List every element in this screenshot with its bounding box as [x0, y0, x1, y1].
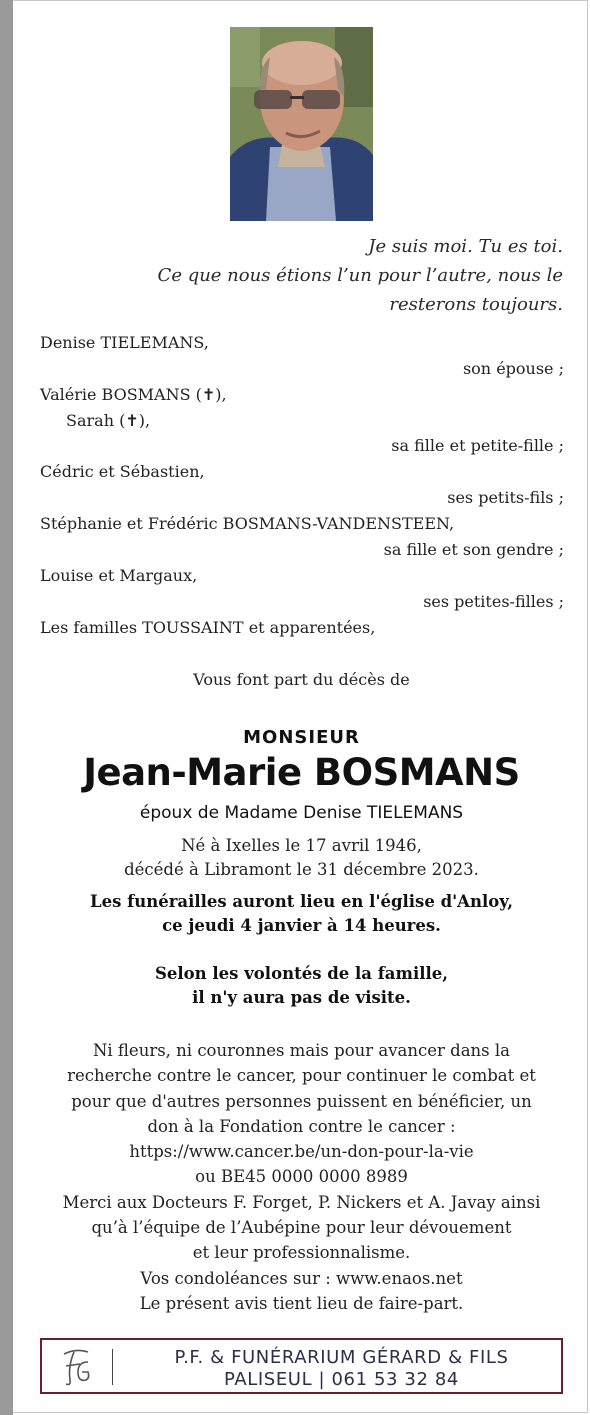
family-name: Les familles TOUSSAINT et apparentées, — [40, 618, 376, 637]
family-name: Louise et Margaux, — [40, 566, 198, 585]
family-relation: sa fille et son gendre ; — [383, 540, 564, 559]
thanks-line: qu’à l’équipe de l’Aubépine pour leur dévouement — [91, 1218, 512, 1238]
wishes-line-1: Selon les volontés de la famille, — [154, 964, 449, 983]
funeral-home-banner — [40, 1338, 563, 1394]
banner-divider — [112, 1349, 113, 1385]
portrait-photo — [230, 27, 373, 221]
funeral-info — [13, 890, 590, 938]
family-child-name: Sarah (✝), — [66, 411, 151, 430]
donation-link: https://www.cancer.be/un-don-pour-la-vie — [129, 1142, 474, 1162]
birth-line: Né à Ixelles le 17 avril 1946, — [181, 836, 422, 855]
donation-account: ou BE45 0000 0000 8989 — [195, 1167, 408, 1187]
family-name: Valérie BOSMANS (✝), — [40, 385, 227, 404]
donation-block — [13, 1038, 590, 1316]
wishes-line-2: il n'y aura pas de visite. — [192, 988, 411, 1007]
funeral-home-contact: PALISEUL | 061 53 32 84 — [224, 1369, 459, 1390]
quote-line-2: Ce que nous étions l’un pour l’autre, nous le — [157, 265, 563, 286]
left-margin-bar — [0, 0, 13, 1415]
thanks-line: et leur professionnalisme. — [192, 1243, 411, 1263]
funeral-line-2: ce jeudi 4 janvier à 14 heures. — [162, 916, 441, 935]
funeral-home-monogram-logo — [54, 1346, 98, 1388]
funeral-home-name: P.F. & FUNÉRARIUM GÉRARD & FILS — [174, 1347, 509, 1368]
donation-line: pour que d'autres personnes puissent en bénéficier, un — [71, 1091, 532, 1111]
family-wishes — [13, 962, 590, 1010]
donation-line: recherche contre le cancer, pour continuer le combat et — [67, 1066, 536, 1086]
donation-line: Ni fleurs, ni couronnes mais pour avancer dans la — [92, 1041, 511, 1060]
family-relation: ses petits-fils ; — [447, 488, 564, 507]
family-relation: ses petites-filles ; — [423, 592, 564, 611]
announcement-text: Vous font part du décès de — [193, 670, 410, 689]
death-line: décédé à Libramont le 31 décembre 2023. — [124, 860, 479, 879]
funeral-line-1: Les funérailles auront lieu en l'église d'Anloy, — [89, 892, 514, 911]
notice-line: Le présent avis tient lieu de faire-part. — [139, 1293, 464, 1313]
thanks-line: Merci aux Docteurs F. Forget, P. Nickers et A. Javay ainsi — [62, 1192, 541, 1212]
birth-death-info — [13, 834, 590, 882]
quote-line-3: resterons toujours. — [389, 294, 563, 315]
quote-block — [123, 232, 563, 319]
donation-line: don à la Fondation contre le cancer : — [147, 1116, 456, 1136]
family-name: Stéphanie et Frédéric BOSMANS-VANDENSTEEN, — [40, 514, 455, 533]
family-name: Denise TIELEMANS, — [40, 333, 209, 352]
family-relation: sa fille et petite-fille ; — [391, 436, 564, 455]
family-relation: son épouse ; — [462, 359, 564, 378]
deceased-title: MONSIEUR — [243, 727, 360, 748]
deceased-name: Jean-Marie BOSMANS — [83, 751, 520, 794]
condolences-line: Vos condoléances sur : www.enaos.net — [140, 1268, 463, 1288]
family-name: Cédric et Sébastien, — [40, 462, 205, 481]
deceased-spouse: époux de Madame Denise TIELEMANS — [139, 803, 464, 823]
quote-line-1: Je suis moi. Tu es toi. — [368, 236, 563, 257]
